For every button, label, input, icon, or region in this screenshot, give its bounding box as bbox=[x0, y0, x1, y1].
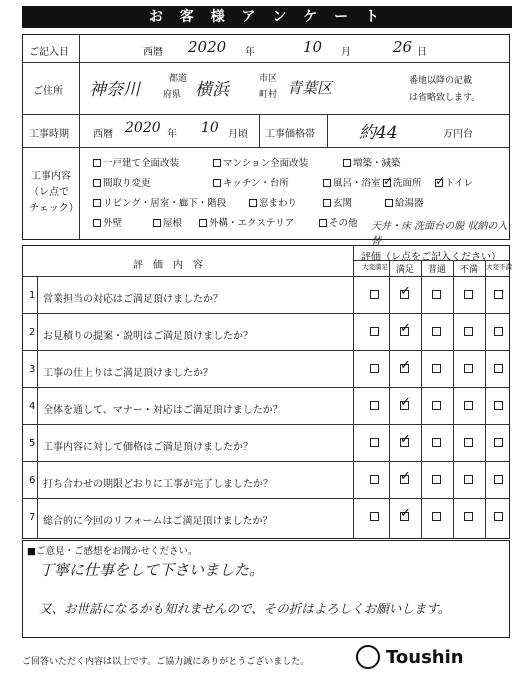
work-option-checkbox[interactable] bbox=[343, 155, 401, 169]
work-year[interactable]: 2020 bbox=[125, 120, 161, 136]
work-option-label: その他 bbox=[329, 218, 358, 229]
checkbox-icon[interactable] bbox=[383, 179, 391, 187]
rating-checkbox[interactable] bbox=[370, 364, 379, 373]
address-note-1: 番地以降の記載 bbox=[409, 76, 473, 86]
rating-checkbox[interactable] bbox=[370, 401, 379, 410]
rating-checkbox[interactable] bbox=[432, 327, 441, 336]
question-number: 1 bbox=[29, 290, 36, 301]
rating-checkbox[interactable] bbox=[464, 475, 473, 484]
rating-checkbox[interactable] bbox=[370, 438, 379, 447]
work-option-label: 増築・減築 bbox=[353, 158, 401, 169]
work-option-label: 一戸建て全面改装 bbox=[103, 158, 180, 169]
question-number: 7 bbox=[29, 512, 36, 523]
checkbox-icon[interactable] bbox=[93, 179, 101, 187]
rating-checkbox[interactable] bbox=[432, 364, 441, 373]
address-ward[interactable]: 青葉区 bbox=[287, 79, 333, 97]
checkbox-icon[interactable] bbox=[199, 219, 207, 227]
checkbox-icon[interactable] bbox=[213, 159, 221, 167]
work-option-checkbox[interactable] bbox=[213, 155, 308, 169]
work-option-label: 屋根 bbox=[163, 218, 183, 229]
work-option-label: キッチン・台所 bbox=[223, 178, 289, 189]
work-option-checkbox[interactable] bbox=[249, 195, 297, 209]
address-city[interactable]: 横浜 bbox=[195, 80, 229, 100]
rating-checkbox[interactable] bbox=[494, 290, 503, 299]
rating-checkbox[interactable] bbox=[400, 401, 409, 410]
work-option-checkbox[interactable] bbox=[199, 215, 294, 229]
scale-label: 満足 bbox=[395, 265, 414, 275]
question-text: 営業担当の対応はご満足頂けましたか？ bbox=[43, 294, 223, 305]
price-range-label: 工事価格帯 bbox=[265, 129, 315, 140]
work-option-checkbox[interactable] bbox=[383, 175, 422, 189]
date-month[interactable]: 10 bbox=[303, 38, 323, 56]
rating-checkbox[interactable] bbox=[494, 438, 503, 447]
question-text: お見積りの提案・説明はご満足頂けましたか？ bbox=[43, 331, 253, 342]
work-option-label: 玄関 bbox=[333, 198, 353, 209]
rating-checkbox[interactable] bbox=[464, 438, 473, 447]
eval-header-left: 評 価 内 容 bbox=[133, 260, 203, 271]
date-day[interactable]: 26 bbox=[393, 38, 413, 56]
question-text: 工事内容に対して価格はご満足頂けましたか？ bbox=[43, 442, 253, 453]
work-period-label: 工事時期 bbox=[29, 129, 69, 140]
footer-text: ご回答いただく内容は以上です。ご協力誠にありがとうございました。 bbox=[22, 657, 310, 667]
work-year-unit: 年 bbox=[167, 129, 177, 140]
comment-line-1[interactable]: 丁寧に仕事をして下さいました。 bbox=[39, 561, 265, 579]
rating-checkbox[interactable] bbox=[432, 475, 441, 484]
checkbox-icon[interactable] bbox=[319, 219, 327, 227]
date-era: 西暦 bbox=[143, 47, 163, 58]
survey-title: お 客 様 ア ン ケ ー ト bbox=[22, 6, 512, 28]
price-value[interactable]: 約44 bbox=[359, 123, 398, 143]
date-year-unit: 年 bbox=[245, 47, 255, 58]
question-number: 4 bbox=[29, 401, 36, 412]
work-option-label: 洗面所 bbox=[393, 178, 422, 189]
city-unit-top: 市区 bbox=[259, 74, 278, 84]
evaluation-table bbox=[22, 245, 510, 539]
other-note[interactable]: 天井・床 洗面台の脱 収納の入替 bbox=[371, 221, 508, 247]
checkbox-icon[interactable] bbox=[435, 179, 443, 187]
content-label-2: （レ点で bbox=[29, 187, 69, 198]
question-number: 5 bbox=[29, 438, 36, 449]
work-option-label: 外構・エクステリア bbox=[209, 218, 295, 229]
work-option-label: 風呂・浴室 bbox=[333, 178, 381, 189]
checkbox-icon[interactable] bbox=[323, 179, 331, 187]
rating-checkbox[interactable] bbox=[464, 327, 473, 336]
rating-checkbox[interactable] bbox=[464, 290, 473, 299]
checkbox-icon[interactable] bbox=[93, 199, 101, 207]
work-option-label: トイレ bbox=[445, 178, 474, 189]
work-month-unit: 月頃 bbox=[228, 129, 248, 140]
question-text: 総合的に今回のリフォームはご満足頂けましたか？ bbox=[43, 516, 273, 527]
work-option-checkbox[interactable] bbox=[323, 195, 352, 209]
scale-label: 大変不満 bbox=[486, 263, 512, 271]
scale-label: 大変満足 bbox=[362, 263, 388, 271]
pref-unit-bottom: 府県 bbox=[163, 90, 182, 100]
rating-checkbox[interactable] bbox=[432, 290, 441, 299]
brand-name: Toushin bbox=[386, 647, 464, 668]
content-label-3: チェック） bbox=[29, 203, 79, 214]
checkbox-icon[interactable] bbox=[249, 199, 257, 207]
work-option-checkbox[interactable] bbox=[93, 155, 179, 169]
work-option-checkbox[interactable] bbox=[93, 215, 122, 229]
work-option-label: 窓まわり bbox=[259, 198, 298, 209]
work-option-label: マンション全面改装 bbox=[223, 158, 309, 169]
checkbox-icon[interactable] bbox=[93, 219, 101, 227]
rating-checkbox[interactable] bbox=[494, 364, 503, 373]
rating-checkbox[interactable] bbox=[400, 364, 409, 373]
work-option-label: 給湯器 bbox=[395, 198, 424, 209]
checkbox-icon[interactable] bbox=[93, 159, 101, 167]
address-note-2: は省略致します。 bbox=[409, 93, 481, 103]
address-prefecture[interactable]: 神奈川 bbox=[89, 80, 140, 100]
rating-checkbox[interactable] bbox=[370, 290, 379, 299]
rating-checkbox[interactable] bbox=[464, 512, 473, 521]
date-month-unit: 月 bbox=[341, 47, 351, 58]
question-number: 6 bbox=[29, 475, 36, 486]
question-number: 2 bbox=[29, 327, 36, 338]
question-text: 打ち合わせの期限どおりに工事が完了しましたか？ bbox=[43, 479, 273, 490]
rating-checkbox[interactable] bbox=[494, 475, 503, 484]
checkbox-icon[interactable] bbox=[385, 199, 393, 207]
question-text: 工事の仕上りはご満足頂けましたか？ bbox=[43, 368, 213, 379]
price-unit: 万円台 bbox=[443, 129, 473, 140]
comments-section bbox=[22, 540, 510, 638]
work-month[interactable]: 10 bbox=[201, 120, 219, 136]
work-option-checkbox[interactable] bbox=[385, 195, 424, 209]
rating-checkbox[interactable] bbox=[400, 512, 409, 521]
work-option-checkbox[interactable] bbox=[319, 215, 358, 229]
work-option-checkbox[interactable] bbox=[93, 195, 226, 209]
work-option-label: 外壁 bbox=[103, 218, 123, 229]
eval-header-right: 評価（レ点をご記入ください） bbox=[361, 252, 501, 263]
scale-label: 普通 bbox=[427, 265, 446, 275]
rating-checkbox[interactable] bbox=[494, 512, 503, 521]
rating-checkbox[interactable] bbox=[400, 438, 409, 447]
rating-checkbox[interactable] bbox=[464, 364, 473, 373]
work-option-checkbox[interactable] bbox=[323, 175, 381, 189]
checkbox-icon[interactable] bbox=[213, 179, 221, 187]
address-label: ご住所 bbox=[33, 86, 63, 97]
rating-checkbox[interactable] bbox=[370, 512, 379, 521]
rating-checkbox[interactable] bbox=[432, 401, 441, 410]
rating-checkbox[interactable] bbox=[494, 401, 503, 410]
question-text: 全体を通して、マナー・対応はご満足頂けましたか？ bbox=[43, 405, 283, 416]
rating-checkbox[interactable] bbox=[464, 401, 473, 410]
work-option-checkbox[interactable] bbox=[435, 175, 473, 189]
work-option-checkbox[interactable] bbox=[213, 175, 289, 189]
question-number: 3 bbox=[29, 364, 36, 375]
work-option-checkbox[interactable] bbox=[93, 175, 151, 189]
rating-checkbox[interactable] bbox=[370, 327, 379, 336]
checkbox-icon[interactable] bbox=[343, 159, 351, 167]
content-label-1: 工事内容 bbox=[31, 171, 71, 182]
rating-checkbox[interactable] bbox=[400, 327, 409, 336]
city-unit-bottom: 町村 bbox=[259, 90, 278, 100]
scale-label: 不満 bbox=[459, 265, 478, 275]
rating-checkbox[interactable] bbox=[432, 438, 441, 447]
work-option-label: 間取り変更 bbox=[103, 178, 151, 189]
work-option-label: リビング・居室・廊下・階段 bbox=[103, 198, 227, 209]
info-section bbox=[22, 34, 510, 247]
rating-checkbox[interactable] bbox=[400, 475, 409, 484]
comments-label: ■ご意見・ご感想をお聞かせください。 bbox=[27, 546, 198, 557]
work-era: 西暦 bbox=[93, 129, 113, 140]
comment-line-2[interactable]: 又、お世話になるかも知れませんので、その折はよろしくお願いします。 bbox=[39, 601, 451, 616]
rating-checkbox[interactable] bbox=[432, 512, 441, 521]
checkbox-icon[interactable] bbox=[323, 199, 331, 207]
checkbox-icon[interactable] bbox=[153, 219, 161, 227]
pref-unit-top: 都道 bbox=[169, 74, 188, 84]
rating-checkbox[interactable] bbox=[494, 327, 503, 336]
rating-checkbox[interactable] bbox=[370, 475, 379, 484]
rating-checkbox[interactable] bbox=[400, 290, 409, 299]
date-year[interactable]: 2020 bbox=[188, 38, 227, 56]
date-day-unit: 日 bbox=[417, 47, 427, 58]
brand-logo-icon bbox=[356, 645, 380, 669]
work-option-checkbox[interactable] bbox=[153, 215, 182, 229]
date-label: ご記入日 bbox=[29, 47, 69, 58]
